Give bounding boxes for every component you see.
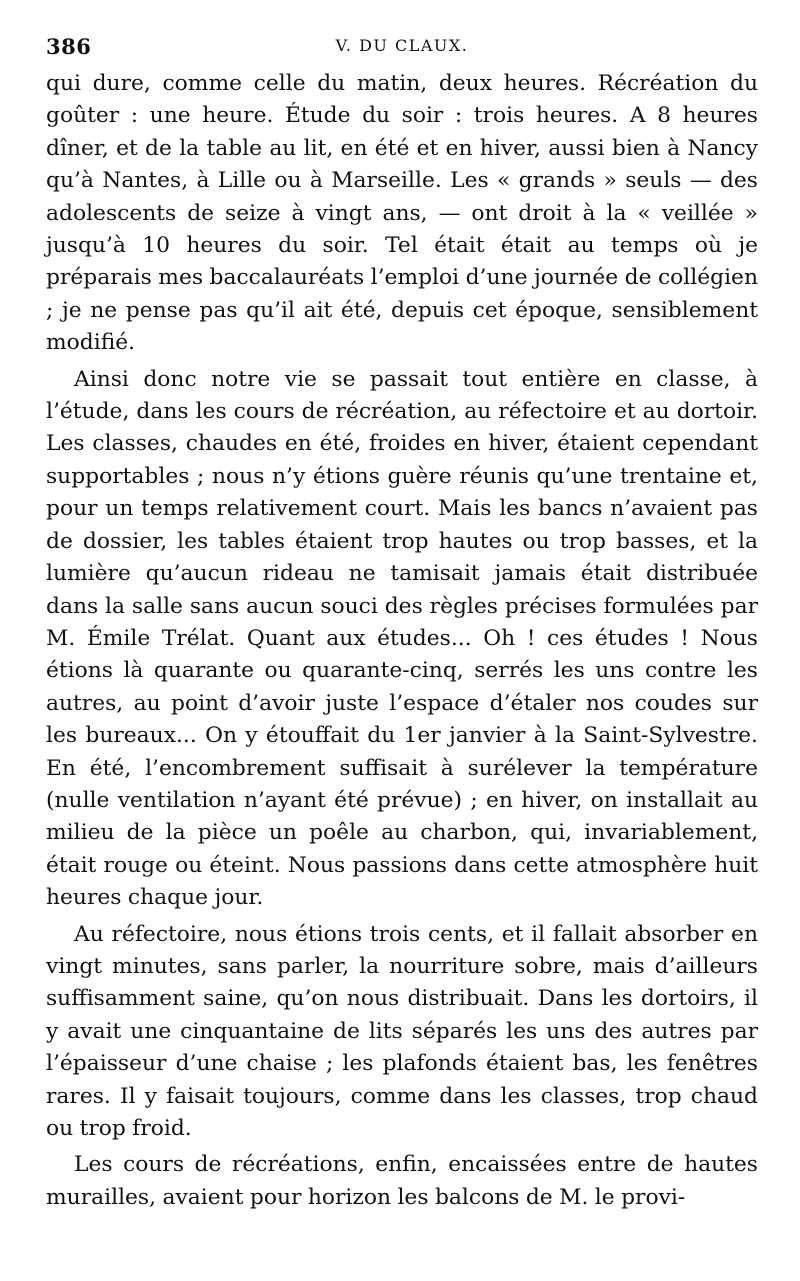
paragraph: Au réfectoire, nous étions trois cents, et il fallait absorber en vingt minutes, sans parler, la nourriture sobre, mais d’ailleurs suffisamment saine, qu’on nous distribuait. Dans les dortoirs, il y avait une cinquantaine de lits séparés les uns des autres par l’épaisseur d’une chaise ; les plafonds étaient bas, les fenêtres rares. Il y faisait toujours, comme dans les classes, trop chaud ou trop froid. [46,921,758,1141]
page-header [46,28,758,68]
body-text [46,68,758,1214]
paragraph-continued: qui dure, comme celle du matin, deux heures. Récréation du goûter : une heure. Étude du soir : trois heures. A 8 heures dîner, et de la table au lit, en été et en hiver, aussi bien à Nancy qu’à Nantes, à Lille ou à Marseille. Les « grands » seuls — des adolescents de seize à vingt ans, — ont droit à la « veillée » jusqu’à 10 heures du soir. Tel était était au temps où je préparais mes baccalauréats l’emploi d’une journée de collégien ; je ne pense pas qu’il ait été, depuis cet époque, sensiblement modifié. [46,71,758,356]
running-head: V. DU CLAUX. [335,36,469,55]
paragraph: Les cours de récréations, enfin, encaissées entre de hautes murailles, avaient pour horizon les balcons de M. le provi- [46,1152,758,1210]
paragraph: Ainsi donc notre vie se passait tout entière en classe, à l’étude, dans les cours de récréation, au réfectoire et au dortoir. Les classes, chaudes en été, froides en hiver, étaient cependant supportables ; nous n’y étions guère réunis qu’une trentaine et, pour un temps relativement court. Mais les bancs n’avaient pas de dossier, les tables étaient trop hautes ou trop basses, et la lumière qu’aucun rideau ne tamisait jamais était distribuée dans la salle sans aucun souci des règles précises formulées par M. Émile Trélat. Quant aux études... Oh ! ces études ! Nous étions là quarante ou quarante-cinq, serrés les uns contre les autres, au point d’avoir juste l’espace d’étaler nos coudes sur les bureaux... On y étouffait du 1er janvier à la Saint-Sylvestre. En été, l’encombrement suffisait à surélever la température (nulle ventilation n’ayant été prévue) ; en hiver, on installait au milieu de la pièce un poêle au charbon, qui, invariablement, était rouge ou éteint. Nous passions dans cette atmosphère huit heures chaque jour. [46,366,758,911]
page-number: 386 [46,34,92,59]
book-page [46,28,758,1214]
